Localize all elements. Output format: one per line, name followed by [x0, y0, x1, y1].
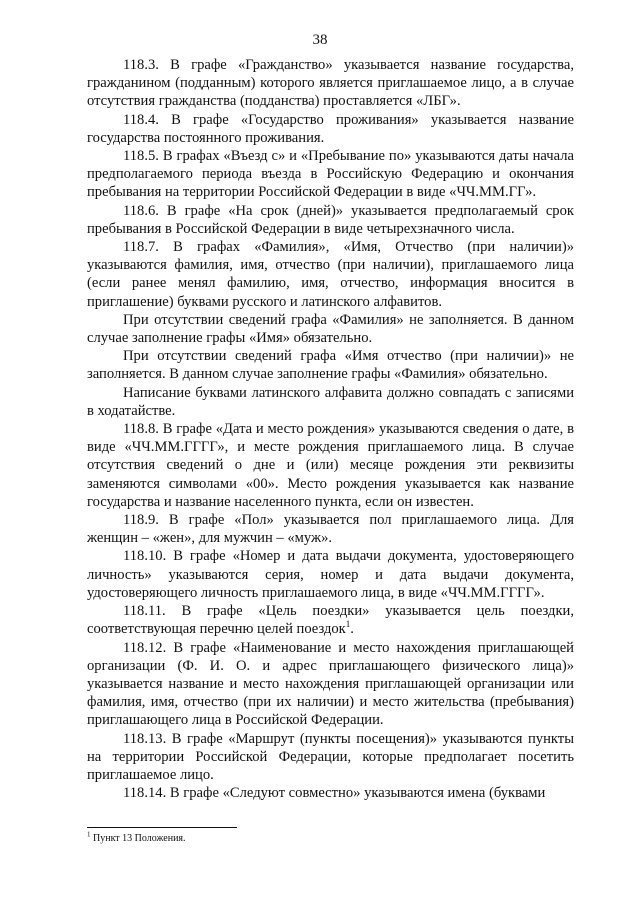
- paragraph-118-10: 118.10. В графе «Номер и дата выдачи документа, удостоверяющего личность» указываются серия, номер и дата выдачи документа, удостоверяющего личность приглашаемого лица, в виде «ЧЧ.ММ.ГГГГ».: [87, 548, 574, 601]
- paragraph-118-7: 118.7. В графах «Фамилия», «Имя, Отчество (при наличии)» указываются фамилия, имя, отчество (при наличии), приглашаемого лица (если ранее менял фамилию, имя, отчество, информация вносится в приглашение) буквами русского и латинского алфавитов.: [87, 239, 574, 310]
- paragraph-118-3: 118.3. В графе «Гражданство» указывается название государства, гражданином (подданным) которого является приглашаемое лицо, а в случае отсутствия гражданства (подданства) проставляется «ЛБГ».: [87, 57, 574, 110]
- footnote: [87, 830, 574, 845]
- footnote-reference[interactable]: 1: [345, 619, 351, 630]
- paragraph-118-14: 118.14. В графе «Следуют совместно» указываются имена (буквами: [123, 785, 546, 802]
- paragraph-118-13: 118.13. В графе «Маршрут (пункты посещения)» указываются пункты на территории Российской Федерации, которые предполагает посетить приглашаемое лицо.: [87, 730, 574, 783]
- paragraph-118-8: 118.8. В графе «Дата и место рождения» указываются сведения о дате, в виде «ЧЧ.ММ.ГГГГ», и месте рождения приглашаемого лица. В случае отсутствия сведений о дне и (или) месяце рождения эти реквизиты заменяются символами «00». Место рождения указывается как название государства и название населенного пункта, если он известен.: [87, 421, 574, 510]
- footnote-text: Пункт 13 Положения.: [90, 833, 186, 844]
- paragraph-118-12: 118.12. В графе «Наименование и место нахождения приглашающей организации (Ф. И. О. и адрес приглашающего физического лица)» указывается название и место нахождения приглашающей организации или фамилия, имя, отчество (при их наличии) и место жительства (пребывания) приглашающего лица в Российской Федерации.: [87, 639, 574, 729]
- paragraph-latin-spelling: Написание буквами латинского алфавита должно совпадать с записями в ходатайстве.: [87, 384, 574, 419]
- paragraph-118-11: [87, 602, 574, 638]
- paragraph-118-9: 118.9. В графе «Пол» указывается пол приглашаемого лица. Для женщин – «жен», для мужчин – «муж».: [87, 512, 574, 547]
- body-text: [87, 56, 574, 802]
- paragraph-name-absent: При отсутствии сведений графа «Имя отчество (при наличии)» не заполняется. В данном случае заполнение графы «Фамилия» обязательно.: [87, 348, 574, 383]
- footnote-divider: [87, 827, 237, 828]
- paragraph-118-6: 118.6. В графе «На срок (дней)» указывается предполагаемый срок пребывания в Российской Федерации в виде четырехзначного числа.: [87, 202, 574, 237]
- paragraph-118-11-tail: .: [350, 621, 354, 638]
- paragraph-118-5: 118.5. В графах «Въезд с» и «Пребывание по» указываются даты начала предполагаемого периода въезда в Российскую Федерацию и окончания пребывания на территории Российской Федерации в виде «ЧЧ.ММ.ГГ».: [87, 148, 574, 201]
- paragraph-surname-absent: При отсутствии сведений графа «Фамилия» не заполняется. В данном случае заполнение графы «Имя» обязательно.: [87, 311, 574, 347]
- paragraph-118-11-text: 118.11. В графе «Цель поездки» указывается цель поездки, соответствующая перечню целей поездок: [87, 603, 574, 638]
- page-number: 38: [312, 32, 328, 48]
- paragraph-118-4: 118.4. В графе «Государство проживания» указывается название государства постоянного проживания.: [87, 111, 574, 146]
- footnote-marker: 1: [87, 830, 91, 839]
